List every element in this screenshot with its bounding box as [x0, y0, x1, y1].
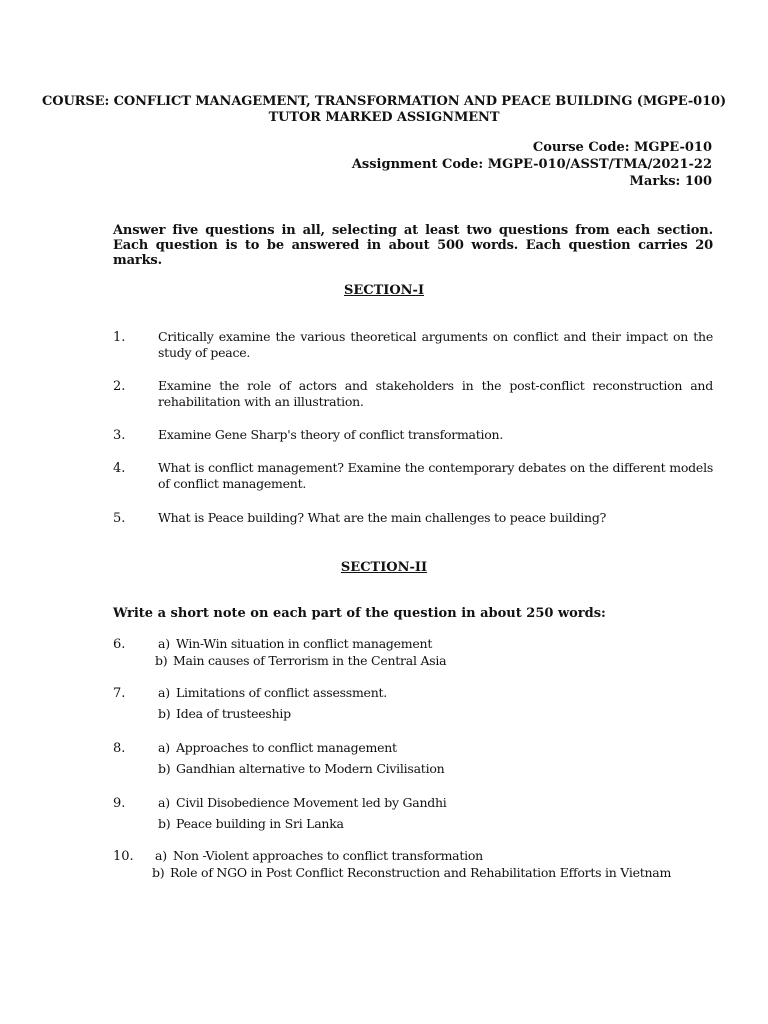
- subpart-text: Idea of trusteeship: [176, 706, 291, 721]
- subpart-label: a): [158, 795, 170, 810]
- subpart-b: [158, 761, 444, 776]
- subpart-b: [158, 816, 344, 831]
- question-number: 1.: [113, 330, 126, 345]
- subpart-a: [158, 740, 397, 755]
- subpart-b: [155, 653, 446, 668]
- section-2-instruction: Write a short note on each part of the question in about 250 words:: [113, 606, 606, 621]
- question-number: 4.: [113, 461, 126, 476]
- subpart-label: a): [158, 685, 170, 700]
- subpart-label: b): [152, 865, 165, 880]
- question-number: 8.: [113, 741, 126, 756]
- subpart-label: a): [158, 636, 170, 651]
- subpart-text: Civil Disobedience Movement led by Gandhi: [176, 795, 447, 810]
- subpart-label: b): [158, 706, 171, 721]
- question-text: Critically examine the various theoretical arguments on conflict and their impact on the study of peace.: [158, 329, 713, 360]
- question-number: 6.: [113, 637, 126, 652]
- subpart-a: [158, 795, 447, 810]
- subpart-text: Main causes of Terrorism in the Central Asia: [173, 653, 447, 668]
- question-number: 5.: [113, 511, 126, 526]
- subpart-b: [158, 706, 291, 721]
- course-code: Course Code: MGPE-010: [532, 140, 712, 155]
- assignment-code: Assignment Code: MGPE-010/ASST/TMA/2021-22: [351, 157, 712, 172]
- subpart-label: b): [158, 761, 171, 776]
- subpart-text: Win-Win situation in conflict management: [176, 636, 433, 651]
- subpart-text: Role of NGO in Post Conflict Reconstruction and Rehabilitation Efforts in Vietnam: [170, 865, 672, 880]
- question-number: 2.: [113, 379, 126, 394]
- question-text: What is Peace building? What are the main challenges to peace building?: [158, 510, 607, 525]
- subpart-a: [155, 848, 483, 863]
- subpart-label: b): [158, 816, 171, 831]
- subpart-label: a): [155, 848, 167, 863]
- assignment-type: TUTOR MARKED ASSIGNMENT: [268, 110, 500, 125]
- subpart-text: Gandhian alternative to Modern Civilisation: [176, 761, 445, 776]
- question-number: 10.: [113, 849, 134, 864]
- question-number: 9.: [113, 796, 126, 811]
- section-2-heading: SECTION-II: [340, 560, 428, 575]
- marks: Marks: 100: [629, 174, 712, 189]
- section-1-heading: SECTION-I: [343, 283, 425, 298]
- question-text: What is conflict management? Examine the contemporary debates on the different models of conflict management.: [158, 460, 713, 491]
- subpart-text: Limitations of conflict assessment.: [176, 685, 387, 700]
- question-text: Examine Gene Sharp's theory of conflict transformation.: [158, 427, 504, 442]
- question-number: 3.: [113, 428, 126, 443]
- subpart-a: [158, 685, 387, 700]
- question-text: Examine the role of actors and stakeholders in the post-conflict reconstruction and rehabilitation with an illustration.: [158, 378, 713, 409]
- subpart-label: b): [155, 653, 168, 668]
- general-instructions: Answer five questions in all, selecting at least two questions from each section. Each question is to be answered in about 500 words. Each question carries 20 marks.: [113, 223, 713, 268]
- subpart-a: [158, 636, 432, 651]
- question-number: 7.: [113, 686, 126, 701]
- subpart-label: a): [158, 740, 170, 755]
- subpart-b: [152, 865, 671, 880]
- subpart-text: Non -Violent approaches to conflict transformation: [173, 848, 483, 863]
- subpart-text: Peace building in Sri Lanka: [176, 816, 344, 831]
- course-title: COURSE: CONFLICT MANAGEMENT, TRANSFORMATION AND PEACE BUILDING (MGPE-010): [41, 94, 727, 109]
- subpart-text: Approaches to conflict management: [176, 740, 397, 755]
